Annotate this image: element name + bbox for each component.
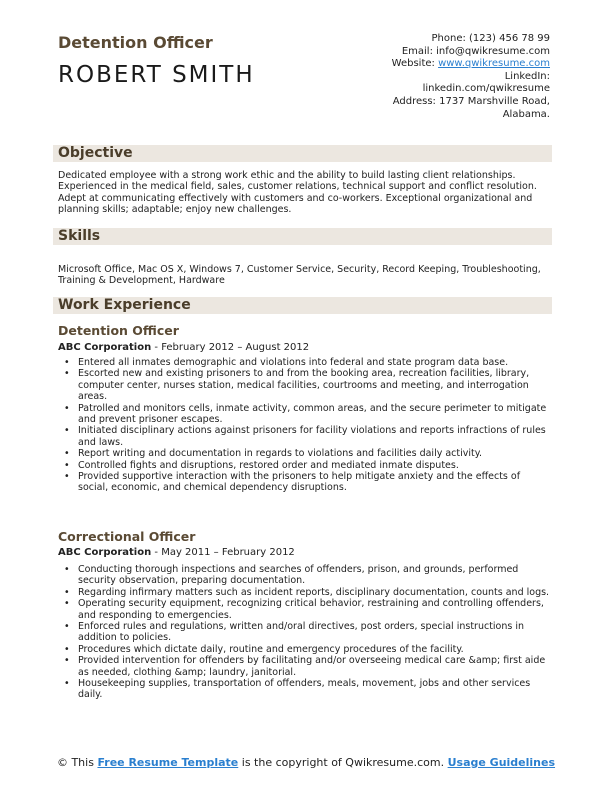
objective-text: Dedicated employee with a strong work ethic and the ability to build lasting client relationships. Experienced in the medical field, sales, customer relations, technical support and conflict resolution. Adept at communicating effectively with customers and co-workers. Exceptional organizational and planning skills; adaptable; enjoy new challenges. bbox=[58, 170, 537, 216]
section-skills bbox=[53, 228, 552, 245]
job-employer bbox=[58, 547, 295, 558]
contact-linkedin-url[interactable]: linkedin.com/qwikresume bbox=[422, 83, 550, 95]
job-bullet: • Patrolled and monitors cells, inmate activity, common areas, and the secure perimeter to mitigate and prevent prisoner escapes. bbox=[58, 403, 552, 426]
candidate-name: ROBERT SMITH bbox=[58, 62, 255, 88]
job-bullet: • Regarding infirmary matters such as incident reports, disciplinary documentation, counts and logs. bbox=[58, 587, 552, 598]
job-bullet: • Entered all inmates demographic and violations into federal and state program data base. bbox=[58, 357, 552, 368]
contact-email: Email: info@qwikresume.com bbox=[401, 45, 550, 57]
job-bullet: • Initiated disciplinary actions against prisoners for facility violations and reports infractions of rules and laws. bbox=[58, 425, 552, 448]
website-link[interactable]: www.qwikresume.com bbox=[438, 58, 550, 70]
job-bullets bbox=[58, 564, 552, 701]
job-bullet: • Enforced rules and regulations, written and/oral directives, post orders, special instructions in addition to policies. bbox=[58, 621, 552, 644]
section-objective bbox=[53, 145, 552, 162]
skills-text: Microsoft Office, Mac OS X, Windows 7, Customer Service, Security, Record Keeping, Troubleshooting, Training & Development, Hardware bbox=[58, 264, 541, 287]
contact-phone: Phone: (123) 456 78 99 bbox=[431, 33, 550, 44]
website-label: Website: bbox=[391, 58, 439, 70]
job-bullet: • Report writing and documentation in regards to violations and facilities daily activity. bbox=[58, 448, 552, 459]
footer-usage-link[interactable]: Usage Guidelines bbox=[447, 756, 556, 769]
section-work-experience bbox=[53, 297, 552, 314]
job-role: Detention Officer bbox=[58, 323, 179, 338]
contact-website bbox=[290, 58, 550, 71]
job-bullet: • Provided intervention for offenders by facilitating and/or overseeing medical care &amp; first aide as needed, clothing &amp; laundry, janitorial. bbox=[58, 655, 552, 678]
job-bullet: • Controlled fights and disruptions, restored order and mediated inmate disputes. bbox=[58, 460, 552, 471]
footer-prefix: © This bbox=[56, 756, 98, 769]
job-company: ABC Corporation bbox=[58, 547, 152, 558]
contact-address-line1: Address: 1737 Marshville Road, bbox=[392, 95, 550, 107]
section-skills-title: Skills bbox=[58, 228, 101, 244]
job-bullet: • Operating security equipment, recognizing critical behavior, restraining and controlling offenders, and responding to emergencies. bbox=[58, 598, 552, 621]
header-job-title: Detention Officer bbox=[58, 33, 213, 52]
job-company: ABC Corporation bbox=[58, 342, 152, 353]
footer-template-link[interactable]: Free Resume Template bbox=[97, 756, 239, 769]
job-bullet: • Procedures which dictate daily, routine and emergency procedures of the facility. bbox=[58, 644, 552, 655]
job-bullet: • Conducting thorough inspections and searches of offenders, prison, and grounds, performed security observation, preparing documentation. bbox=[58, 564, 552, 587]
contact-address-line2: Alabama. bbox=[502, 108, 550, 120]
job-bullets bbox=[58, 357, 552, 494]
job-employer bbox=[58, 342, 309, 353]
job-bullet: • Escorted new and existing prisoners to and from the booking area, recreation facilities, library, computer center, nurses station, medical facilities, courtrooms and meeting, and interrogation areas. bbox=[58, 368, 552, 402]
job-role: Correctional Officer bbox=[58, 529, 196, 544]
job-bullet: • Housekeeping supplies, transportation of offenders, meals, movement, jobs and other services daily. bbox=[58, 678, 552, 701]
job-bullet: • Provided supportive interaction with the prisoners to help mitigate anxiety and the effects of social, economic, and chemical dependency disruptions. bbox=[58, 471, 552, 494]
contact-linkedin-label: LinkedIn: bbox=[504, 70, 550, 82]
contact-block bbox=[290, 33, 550, 121]
footer-copyright bbox=[0, 756, 612, 769]
footer-middle: is the copyright of Qwikresume.com. bbox=[238, 756, 448, 769]
section-objective-title: Objective bbox=[58, 145, 133, 161]
section-work-title: Work Experience bbox=[58, 297, 191, 313]
job-dates: - May 2011 – February 2012 bbox=[151, 547, 295, 558]
job-dates: - February 2012 – August 2012 bbox=[151, 342, 310, 353]
